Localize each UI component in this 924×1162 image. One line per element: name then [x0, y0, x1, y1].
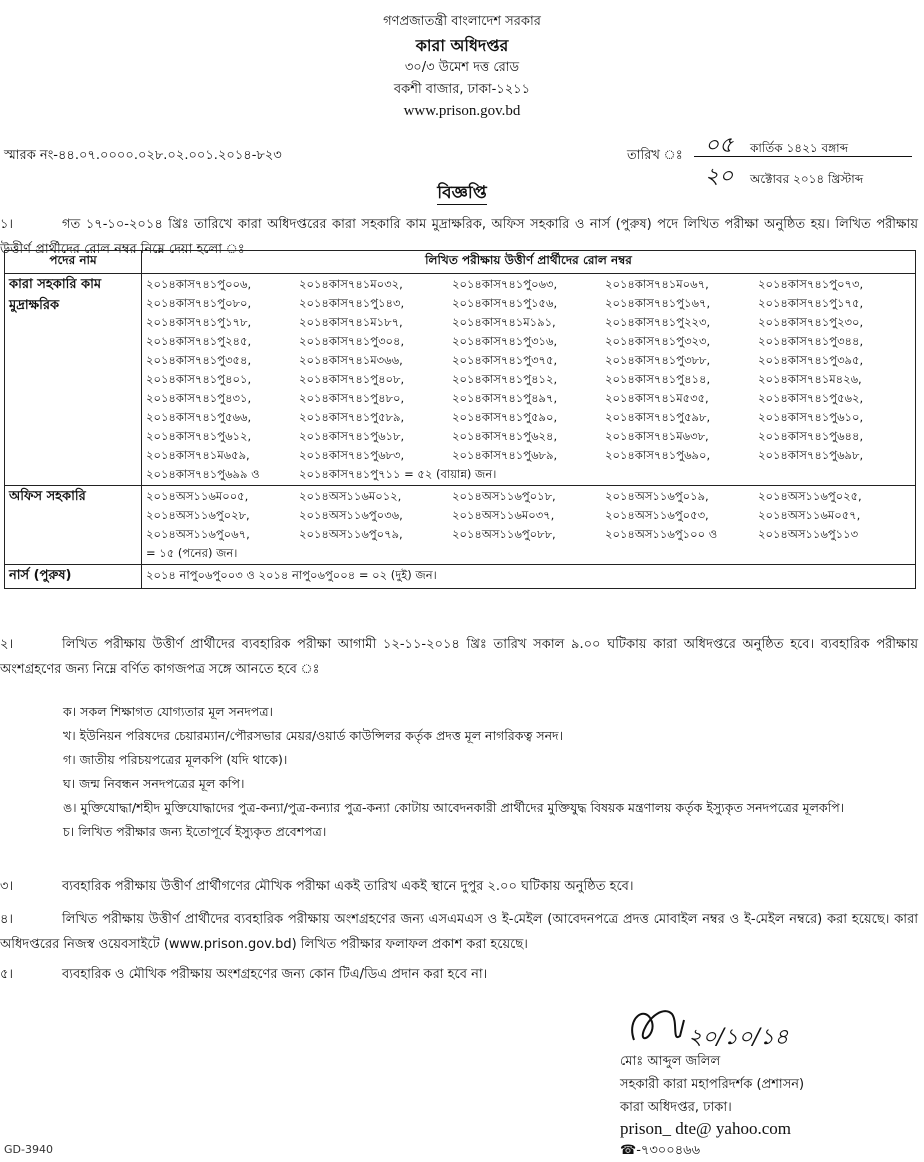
roll-number: ২০১৪কাস৭৪১ম০৬৭,: [605, 277, 709, 291]
roll-number: ২০১৪অস১১৬পু০৮৮,: [452, 527, 556, 541]
roll-number: ২০১৪কাস৭৪১পু৪৯৭,: [452, 391, 558, 405]
roll-number: ২০১৪কাস৭৪১পু১৭৫,: [758, 296, 864, 310]
roll-number: ২০১৪অস১১৬পু১১৩: [758, 527, 859, 541]
roll-number: ২০১৪কাস৭৪১পু৬১০,: [758, 410, 864, 424]
notice-title: বিজ্ঞপ্তি: [437, 183, 487, 203]
paragraph-3: [0, 874, 918, 899]
roll-number: ২০১৪কাস৭৪১পু৬৪৪,: [758, 429, 864, 443]
roll-number: ২০১৪কাস৭৪১পু১৬৭,: [605, 296, 711, 310]
roll-number: ২০১৪কাস৭৪১পু৪০৮,: [299, 372, 405, 386]
footer-code: GD-3940: [4, 1143, 53, 1156]
checklist-item: খ। ইউনিয়ন পরিষদের চেয়ারম্যান/পৌরসভার মেয়র/ওয়ার্ড কাউন্সিলর কর্তৃক প্রদত্ত মূল নাগরিকত্ব সনদ।: [63, 728, 564, 743]
roll-number: ২০১৪কাস৭৪১পু০৮০,: [146, 296, 252, 310]
roll-number: ২০১৪অস১১৬পু০১৮,: [452, 489, 556, 503]
paragraph-number: ১।: [0, 217, 14, 232]
signatory-email[interactable]: prison_ dte@ yahoo.com: [620, 1119, 791, 1138]
roll-number: ২০১৪অস১১৬পু০৫৩,: [605, 508, 709, 522]
roll-number: ২০১৪কাস৭৪১ম৩৬৬,: [299, 353, 403, 367]
roll-number: ২০১৪অস১১৬পু০২৮,: [146, 508, 250, 522]
roll-number: ২০১৪কাস৭৪১ম১৮৭,: [299, 315, 403, 329]
signatory-name: মোঃ আব্দুল জলিল: [620, 1054, 721, 1069]
roll-number: ২০১৪অস১১৬পু০৭৯,: [299, 527, 403, 541]
paragraph-4: [0, 907, 918, 957]
roll-number: ২০১৪কাস৭৪১পু০০৬,: [146, 277, 252, 291]
roll-number: ২০১৪কাস৭৪১পু৫৮৯,: [299, 410, 405, 424]
memo-number: স্মারক নং-৪৪.০৭.০০০০.০২৮.০২.০০১.২০১৪-৮২৩: [4, 148, 282, 163]
post-name-cell: অফিস সহকারি: [5, 486, 142, 565]
roll-number: = ১৫ (পনের) জন।: [146, 546, 238, 560]
roll-number: ২০১৪কাস৭৪১ম১৯১,: [452, 315, 556, 329]
roll-number: ২০১৪কাস৭৪১পু১৪৩,: [299, 296, 405, 310]
roll-number: ২০১৪কাস৭৪১ম৬৫৯,: [146, 448, 250, 462]
paragraph-number: ৪।: [0, 912, 14, 927]
column-header-rolls: লিখিত পরীক্ষায় উত্তীর্ণ প্রার্থীদের রোল নম্বর: [142, 251, 916, 274]
roll-number: ২০১৪কাস৭৪১পু৪৩১,: [146, 391, 252, 405]
roll-number: ২০১৪কাস৭৪১পু৩০৪,: [299, 334, 405, 348]
paragraph-number: ২।: [0, 637, 14, 652]
roll-number: ২০১৪কাস৭৪১পু২২৩,: [605, 315, 711, 329]
roll-number: ২০১৪কাস৭৪১পু০৬৩,: [452, 277, 558, 291]
post-name-cell: কারা সহকারি কাম মুদ্রাক্ষরিক: [5, 274, 142, 486]
roll-number: ২০১৪কাস৭৪১পু৩৮৮,: [605, 353, 711, 367]
roll-number: ২০১৪কাস৭৪১পু৫৯৮,: [605, 410, 711, 424]
roll-number: ২০১৪কাস৭৪১পু০৭৩,: [758, 277, 864, 291]
signature-date: ২০/১০/১৪: [688, 1025, 789, 1050]
roll-number: ২০১৪কাস৭৪১পু৫৬৬,: [146, 410, 252, 424]
bangla-date-text: কার্তিক ১৪২১ বঙ্গাব্দ: [750, 141, 849, 155]
post-name-cell: নার্স (পুরুষ): [5, 565, 142, 589]
roll-number: ২০১৪অস১১৬ম০৩৭,: [452, 508, 555, 522]
roll-number: ২০১৪কাস৭৪১পু৩১৬,: [452, 334, 558, 348]
roll-number: ২০১৪কাস৭৪১পু৩৭৫,: [452, 353, 558, 367]
roll-number: ২০১৪কাস৭৪১পু৬১২,: [146, 429, 252, 443]
checklist-item: ঘ। জন্ম নিবন্ধন সনদপত্রের মূল কপি।: [63, 776, 245, 791]
roll-number: ২০১৪কাস৭৪১ম০৩২,: [299, 277, 403, 291]
roll-number: ২০১৪অস১১৬পু০২৫,: [758, 489, 862, 503]
roll-number: ২০১৪অস১১৬পু০৬৭,: [146, 527, 250, 541]
roll-number: ২০১৪কাস৭৪১পু৩২৩,: [605, 334, 711, 348]
roll-number: ২০১৪কাস৭৪১পু৩৫৪,: [146, 353, 252, 367]
checklist-item: গ। জাতীয় পরিচয়পত্রের মূলকপি (যদি থাকে)।: [63, 752, 288, 767]
roll-number: ২০১৪অস১১৬ম০০৫,: [146, 489, 249, 503]
checklist-item: ঙ। মুক্তিযোদ্ধা/শহীদ মুক্তিযোদ্ধাদের পুত্র-কন্যা/পুত্র-কন্যার পুত্র-কন্যা কোটায় আবেদনকারী প্রার্থীদের মুক্তিযুদ্ধ বিষয়ক মন্ত্রণালয় কর্তৃক ইস্যুকৃত সনদপত্রের মূলকপি।: [63, 800, 845, 815]
roll-number: ২০১৪কাস৭৪১ম৪২৬,: [758, 372, 862, 386]
table-row: [5, 486, 916, 565]
table-row: [5, 274, 916, 486]
roll-number: ২০১৪অস১১৬ম০৫৭,: [758, 508, 861, 522]
roll-numbers-cell: [142, 565, 916, 589]
roll-number: ২০১৪কাস৭৪১পু৬৯০,: [605, 448, 711, 462]
paragraph-text: লিখিত পরীক্ষায় উত্তীর্ণ প্রার্থীদের ব্যবহারিক পরীক্ষায় অংশগ্রহণের জন্য এসএমএস ও ই-মেইল (আবেদনপত্রে প্রদত্ত মোবাইল নম্বর ও ই-মেইল নম্বরে) করা হয়েছে। কারা অধিদপ্তরের নিজস্ব ওয়েবসাইটে (www.prison.gov.bd) লিখিত পরীক্ষার ফলাফল প্রকাশ করা হয়েছে।: [0, 912, 918, 952]
roll-number: ২০১৪কাস৭৪১পু৬৮৯,: [452, 448, 558, 462]
roll-number: ২০১৪কাস৭৪১পু৪০১,: [146, 372, 252, 386]
signatory-designation: সহকারী কারা মহাপরিদর্শক (প্রশাসন): [620, 1077, 805, 1092]
date-label: তারিখ ঃ: [627, 148, 683, 163]
roll-numbers-cell: [142, 486, 916, 565]
paragraph-5: [0, 962, 918, 987]
bangla-date-day: ০৫: [704, 133, 734, 158]
signatory-phone: ☎-৭৩০০৪৬৬: [620, 1143, 701, 1158]
checklist-item: ক। সকল শিক্ষাগত যোগ্যতার মূল সনদপত্র।: [63, 704, 273, 719]
paragraph-text: গত ১৭-১০-২০১৪ খ্রিঃ তারিখে কারা অধিদপ্তরের কারা সহকারি কাম মুদ্রাক্ষরিক, অফিস সহকারি ও নার্স (পুরুষ) পদে লিখিত পরীক্ষা অনুষ্ঠিত হয়। লিখিত পরীক্ষায় উত্তীর্ণ প্রার্থীদের রোল নম্বর নিম্নে দেয়া হলো ঃ: [0, 217, 918, 257]
roll-number: ২০১৪অস১১৬পু০১৯,: [605, 489, 709, 503]
column-header-post: পদের নাম: [5, 251, 142, 274]
roll-number: ২০১৪কাস৭৪১পু৪১৪,: [605, 372, 711, 386]
address-line-1: ৩০/৩ উমেশ দত্ত রোড: [404, 60, 520, 75]
roll-number: ২০১৪কাস৭৪১পু৬৮৩,: [299, 448, 405, 462]
roll-number: ২০১৪অস১১৬ম০১২,: [299, 489, 402, 503]
roll-number: ২০১৪কাস৭৪১পু৫৬২,: [758, 391, 864, 405]
paragraph-text: ব্যবহারিক পরীক্ষায় উত্তীর্ণ প্রার্থীগণের মৌখিক পরীক্ষা একই তারিখ একই স্থানে দুপুর ২.০০ ঘটিকায় অনুষ্ঠিত হবে।: [62, 879, 634, 894]
roll-number: ২০১৪কাস৭৪১পু২৩০,: [758, 315, 864, 329]
roll-number: ২০১৪কাস৭৪১পু৬৯৯ ও: [146, 467, 260, 481]
paragraph-text: লিখিত পরীক্ষায় উত্তীর্ণ প্রার্থীদের ব্যবহারিক পরীক্ষা আগামী ১২-১১-২০১৪ খ্রিঃ তারিখ সকাল ৯.০০ ঘটিকায় কারা অধিদপ্তরে অনুষ্ঠিত হবে। ব্যবহারিক পরীক্ষায় অংশগ্রহণের জন্য নিম্নে বর্ণিত কাগজপত্র সঙ্গে আনতে হবে ঃ: [0, 637, 918, 677]
roll-number: ২০১৪কাস৭৪১পু২৪৫,: [146, 334, 252, 348]
roll-number: ২০১৪কাস৭৪১পু৫৯০,: [452, 410, 558, 424]
roll-number: ২০১৪কাস৭৪১পু১৭৮,: [146, 315, 252, 329]
roll-number: ২০১৪অস১১৬পু০৩৬,: [299, 508, 403, 522]
checklist-item: চ। লিখিত পরীক্ষার জন্য ইতোপূর্বে ইস্যুকৃত প্রবেশপত্র।: [63, 824, 327, 839]
paragraph-text: ব্যবহারিক ও মৌখিক পরীক্ষায় অংশগ্রহণের জন্য কোন টিএ/ডিএ প্রদান করা হবে না।: [62, 967, 488, 982]
roll-number: ২০১৪কাস৭৪১পু৭১১ = ৫২ (বায়ান্ন) জন।: [299, 467, 497, 481]
website-link[interactable]: www.prison.gov.bd: [403, 103, 521, 119]
roll-number: ২০১৪কাস৭৪১পু১৫৬,: [452, 296, 558, 310]
government-name: গণপ্রজাতন্ত্রী বাংলাদেশ সরকার: [383, 14, 541, 29]
roll-numbers-cell: [142, 274, 916, 486]
paragraph-number: ৫।: [0, 967, 14, 982]
roll-number: ২০১৪কাস৭৪১পু৪১২,: [452, 372, 558, 386]
date-block: [688, 128, 912, 189]
table-row: [5, 565, 916, 589]
address-line-2: বকশী বাজার, ঢাকা-১২১১: [393, 82, 531, 97]
roll-number-table: [4, 250, 916, 589]
department-name: কারা অধিদপ্তর: [415, 36, 509, 55]
signatory-office: কারা অধিদপ্তর, ঢাকা।: [620, 1100, 732, 1115]
english-date-text: অক্টোবর ২০১৪ খ্রিস্টাব্দ: [750, 172, 864, 186]
roll-number: ২০১৪অস১১৬পু১০০ ও: [605, 527, 718, 541]
document-checklist: [63, 700, 918, 844]
roll-number: ২০১৪কাস৭৪১ম৬৩৮,: [605, 429, 709, 443]
roll-number: ২০১৪কাস৭৪১পু৬২৪,: [452, 429, 558, 443]
roll-number: ২০১৪কাস৭৪১পু৪৮০,: [299, 391, 405, 405]
roll-number: ২০১৪কাস৭৪১পু৬১৮,: [299, 429, 405, 443]
roll-number: ২০১৪কাস৭৪১পু৩৪৪,: [758, 334, 864, 348]
paragraph-2: [0, 632, 918, 682]
roll-number: ২০১৪কাস৭৪১পু৩৯৫,: [758, 353, 864, 367]
paragraph-number: ৩।: [0, 879, 14, 894]
roll-number: ২০১৪কাস৭৪১পু৬৯৮,: [758, 448, 864, 462]
english-date-day: ২০: [704, 164, 734, 189]
roll-number: ২০১৪ নাপু০৬পু০০৩ ও ২০১৪ নাপু০৬পু০০৪ = ০২ (দুই) জন।: [146, 568, 437, 582]
roll-number: ২০১৪কাস৭৪১ম৫৩৫,: [605, 391, 709, 405]
